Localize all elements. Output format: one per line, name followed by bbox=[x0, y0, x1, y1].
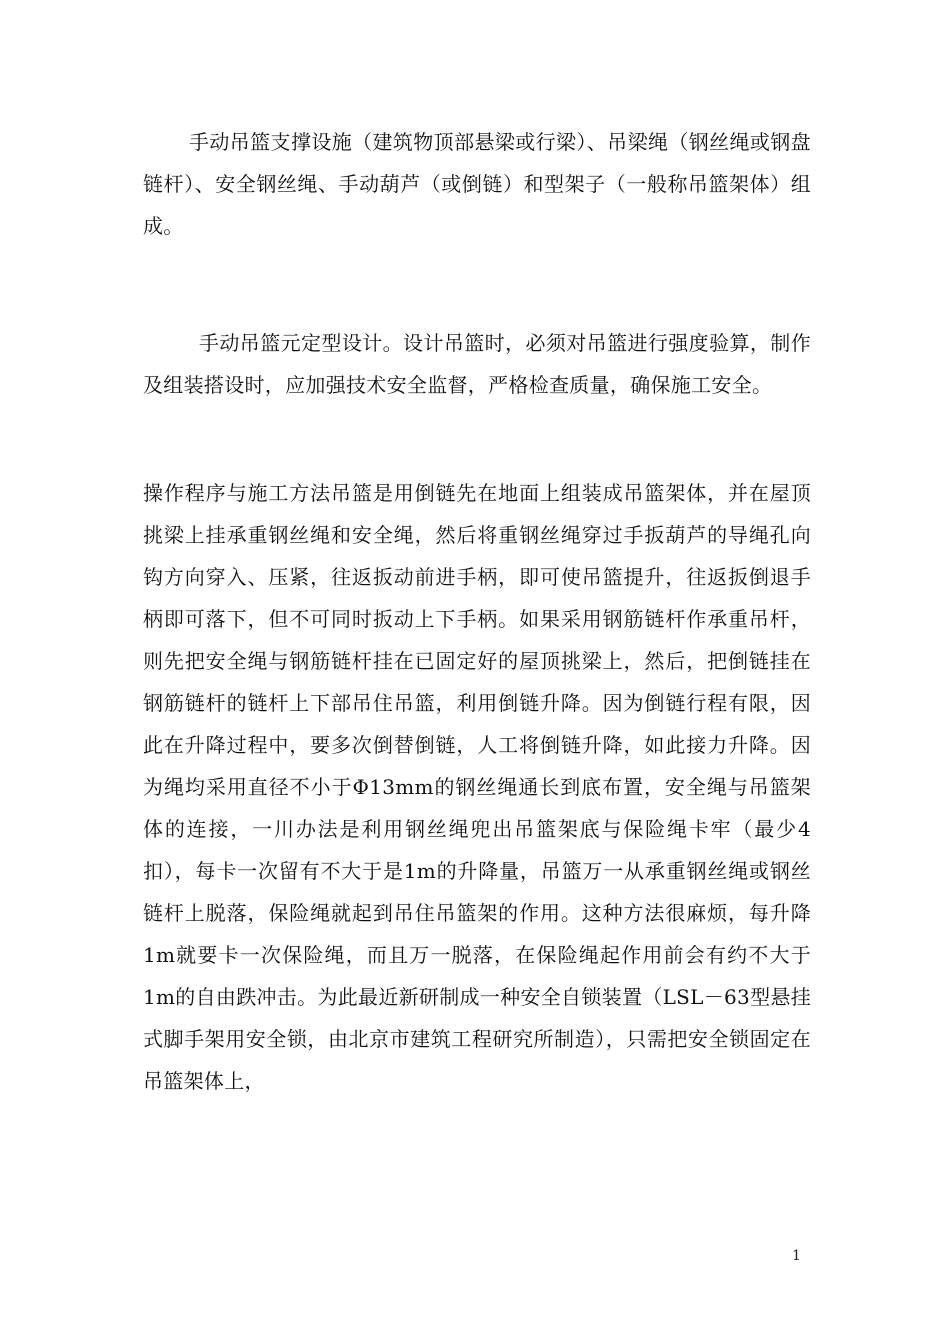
paragraph-components: 手动吊篮支撑设施（建筑物顶部悬梁或行梁）、吊梁绳（钢丝绳或钢盘链杆）、安全钢丝绳、手动葫芦（或倒链）和型架子（一般称吊篮架体）组成。 bbox=[143, 130, 811, 238]
page-number: 1 bbox=[792, 1248, 801, 1264]
paragraph-design: 手动吊篮元定型设计。设计吊篮时，必须对吊篮进行强度验算，制作及组装搭设时，应加强技术安全监督，严格检查质量，确保施工安全。 bbox=[143, 331, 811, 397]
paragraph-procedure: 操作程序与施工方法吊篮是用倒链先在地面上组装成吊篮架体，并在屋顶挑梁上挂承重钢丝绳和安全绳，然后将重钢丝绳穿过手扳葫芦的导绳孔向钩方向穿入、压紧，往返扳动前进手柄，即可使吊篮提升，往返扳倒退手柄即可落下，但不可同时扳动上下手柄。如果采用钢筋链杆作承重吊杆，则先把安全绳与钢筋链杆挂在已固定好的屋顶挑梁上，然后，把倒链挂在钢筋链杆的链杆上下部吊住吊篮，利用倒链升降。因为倒链行程有限，因此在升降过程中，要多次倒替倒链，人工将倒链升降，如此接力升降。因为绳均采用直径不小于Φ13mm的钢丝绳通长到底布置，安全绳与吊篮架体的连接，一川办法是利用钢丝绳兜出吊篮架底与保险绳卡牢（最少4扣），每卡一次留有不大于是1m的升降量，吊篮万一从承重钢丝绳或钢丝链杆上脱落，保险绳就起到吊住吊篮架的作用。这种方法很麻烦，每升降1m就要卡一次保险绳，而且万一脱落，在保险绳起作用前会有约不大于1m的自由跌冲击。为此最近新研制成一种安全自锁装置（LSL－63型悬挂式脚手架用安全锁，由北京市建筑工程研究所制造），只需把安全锁固定在吊篮架体上， bbox=[143, 481, 811, 1093]
